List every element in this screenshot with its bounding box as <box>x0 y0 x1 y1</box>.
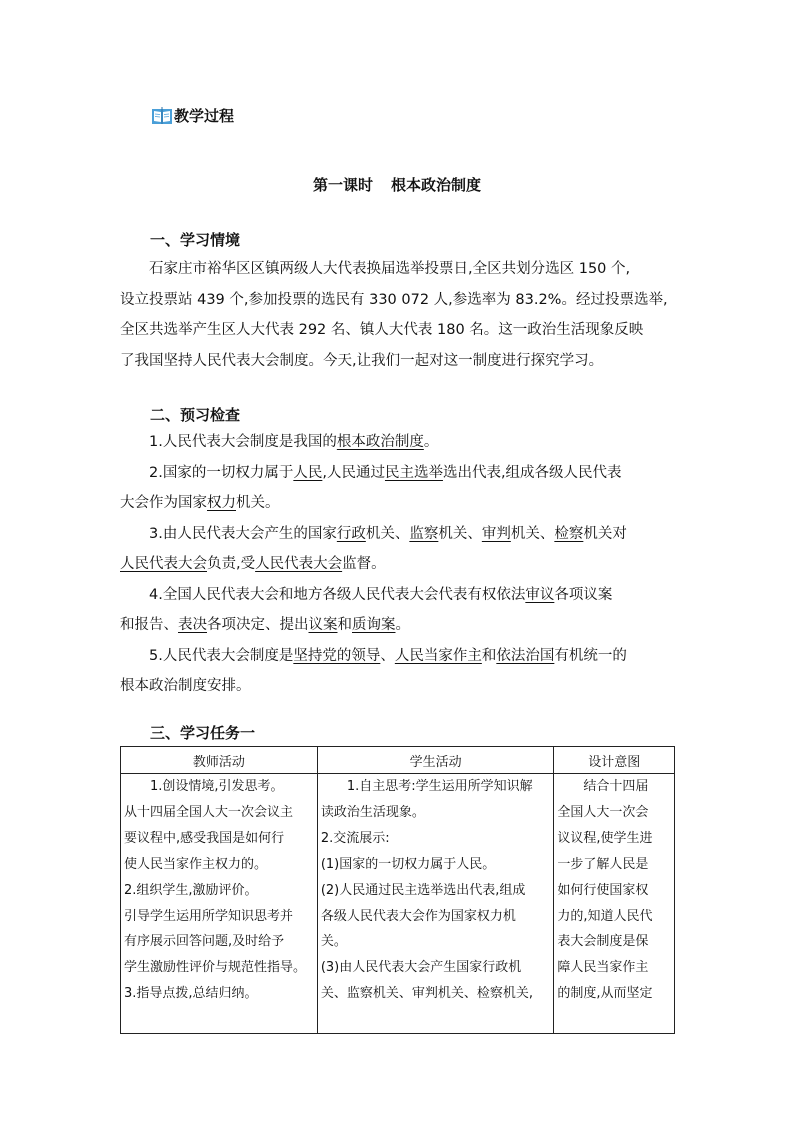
student-activity-cell: 1.自主思考:学生运用所学知识解 读政治生活现象。 2.交流展示: (1)国家的一切权力属于人民。 (2)人民通过民主选举选出代表,组成 各级人民代表大会作为国家权力机 关。 (3)由人民代表大会产生国家行政机 关、监察机关、审判机关、检察机关, <box>317 774 554 1034</box>
book-icon <box>152 107 172 125</box>
table-header: 教师活动 <box>121 747 318 774</box>
answer-blank: 坚持党的领导 <box>293 647 381 664</box>
answer-blank: 监察 <box>409 525 439 542</box>
answer-blank: 权力 <box>207 495 236 511</box>
answer-blank: 民主选举 <box>384 464 443 481</box>
answer-blank: 人民代表大会 <box>255 556 343 572</box>
section2-body <box>120 427 680 702</box>
answer-blank: 根本政治制度 <box>336 434 424 450</box>
preview-item-4-cont: 和报告、表决各项决定、提出议案和质询案。 <box>120 617 410 633</box>
lesson-title <box>0 174 794 195</box>
answer-blank: 议案 <box>308 617 338 633</box>
design-intent-cell: 结合十四届 全国人大一次会 议议程,使学生进 一步了解人民是 如何行使国家权 力的,知道人民代 表大会制度是保 障人民当家作主 的制度,从而坚定 <box>554 774 675 1034</box>
section2-title: 二、预习检查 <box>150 406 241 424</box>
section-heading <box>152 105 234 126</box>
section1-line: 了我国坚持人民代表大会制度。今天,让我们一起对这一制度进行探究学习。 <box>120 352 604 369</box>
lesson-title-part1: 第一课时 <box>312 176 373 194</box>
section3-title: 三、学习任务一 <box>150 724 256 742</box>
answer-blank: 检察 <box>554 525 584 542</box>
table-header: 学生活动 <box>317 747 554 774</box>
preview-item-3: 3.由人民代表大会产生的国家行政机关、监察机关、审判机关、检察机关对 <box>149 525 627 542</box>
answer-blank: 人民代表大会 <box>120 556 207 572</box>
answer-blank: 人民当家作主 <box>394 647 482 664</box>
preview-item-1: 1.人民代表大会制度是我国的根本政治制度。 <box>149 434 439 450</box>
teacher-activity-cell: 1.创设情境,引发思考。 从十四届全国人大一次会议主 要议程中,感受我国是如何行 使人民当家作主权力的。 2.组织学生,激励评价。 引导学生运用所学知识思考并 有序展示回答问题,及时给予 学生激励性评价与规范性指导。 3.指导点拨,总结归纳。 <box>121 774 318 1034</box>
preview-item-5-cont: 根本政治制度安排。 <box>120 678 251 694</box>
preview-item-3-cont: 人民代表大会负责,受人民代表大会监督。 <box>120 556 386 572</box>
answer-blank: 审议 <box>525 586 555 603</box>
preview-item-5: 5.人民代表大会制度是坚持党的领导、人民当家作主和依法治国有机统一的 <box>149 647 627 664</box>
section1-line: 石家庄市裕华区区镇两级人大代表换届选举投票日,全区共划分选区 150 个, <box>149 261 631 277</box>
preview-item-4: 4.全国人民代表大会和地方各级人民代表大会代表有权依法审议各项议案 <box>149 586 613 603</box>
answer-blank: 依法治国 <box>496 647 555 664</box>
answer-blank: 人民 <box>293 464 323 481</box>
section1-line: 全区共选举产生区人大代表 292 名、镇人大代表 180 名。这一政治生活现象反映 <box>120 322 644 338</box>
answer-blank: 审判 <box>481 525 511 542</box>
section1-line: 设立投票站 439 个,参加投票的选民有 330 072 人,参选率为 83.2%。经过投票选举, <box>120 291 668 308</box>
section1-body <box>120 254 680 376</box>
preview-item-2: 2.国家的一切权力属于人民,人民通过民主选举选出代表,组成各级人民代表 <box>149 464 622 481</box>
table-header-row <box>121 747 675 774</box>
lesson-title-part2: 根本政治制度 <box>391 176 482 194</box>
answer-blank: 表决 <box>178 617 207 633</box>
answer-blank: 行政 <box>336 525 366 542</box>
table-header: 设计意图 <box>554 747 675 774</box>
section1-title: 一、学习情境 <box>150 231 241 249</box>
preview-item-2-cont: 大会作为国家权力机关。 <box>120 495 280 511</box>
task-table <box>120 746 675 1034</box>
heading-title: 教学过程 <box>174 107 235 125</box>
answer-blank: 质询案 <box>352 617 396 633</box>
table-row <box>121 774 675 1034</box>
